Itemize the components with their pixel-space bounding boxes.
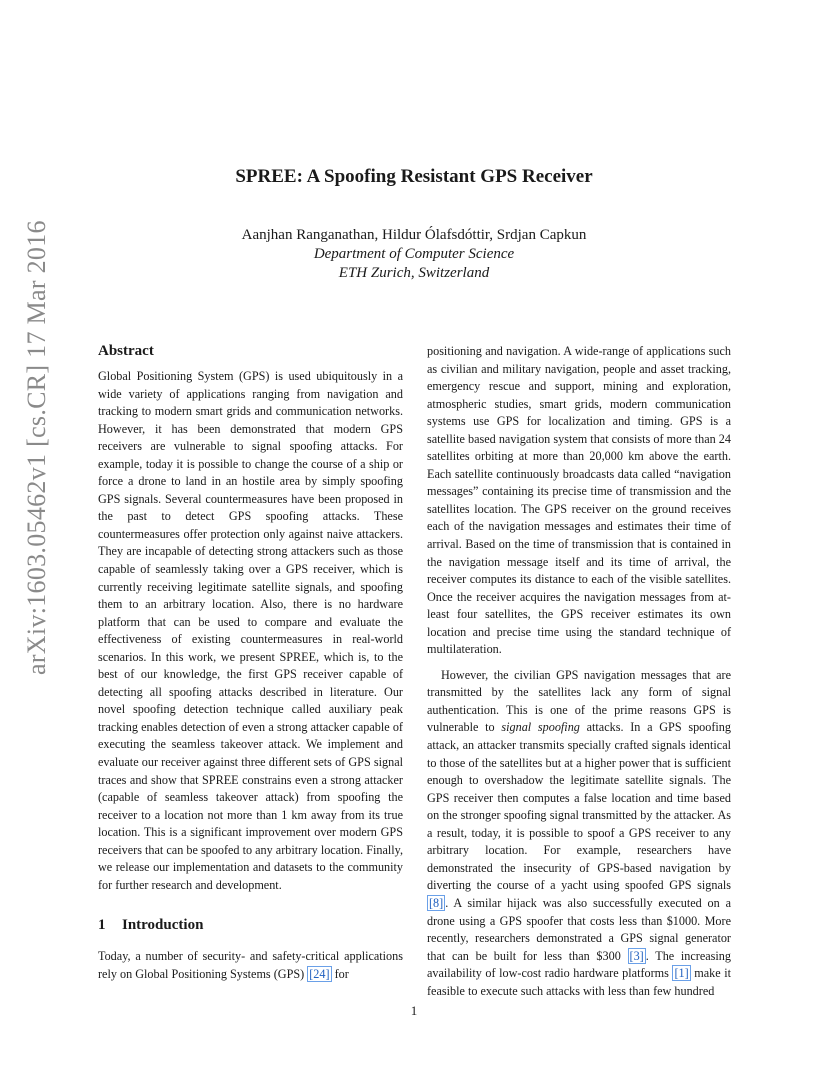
author-department: Department of Computer Science [313, 246, 515, 262]
arxiv-identifier-stamp: arXiv:1603.05462v1 [cs.CR] 17 Mar 2016 [22, 220, 51, 675]
citation-link-1[interactable]: [1] [674, 966, 689, 981]
right-column [427, 343, 731, 1000]
citation-link-24[interactable]: [24] [309, 966, 330, 981]
intro-paragraph-2 [427, 667, 731, 1000]
text-span: . A similar hijack was also successfully executed on a drone using a GPS spoofer that costs less than $1000. More recently, researchers demonstrated a GPS signal generator that can be built for less than $300 [427, 895, 731, 963]
intro-paragraph-1-start [98, 948, 403, 983]
page-number: 1 [410, 1003, 418, 1018]
section-number: 1 [98, 917, 106, 934]
author-names: Aanjhan Ranganathan, Hildur Ólafsdóttir, Srdjan Capkun [241, 227, 587, 243]
emphasis-text: signal spoofing [501, 720, 580, 735]
intro-paragraph-1-continued: positioning and navigation. A wide-range of applications such as civilian and military navigation, people and asset tracking, emergency rescue and support, mining and exploration, atmospheric studies, smart grids, modern communication systems use GPS for localization and timing. GPS is a satellite based navigation system that consists of more than 24 satellites orbiting at more than 20,000 km above the earth. Each satellite continuously broadcasts data called “navigation messages” containing its precise time of transmission and the satellites location. The GPS receiver on the ground receives each of the navigation messages and estimates their time of arrival. Based on the time of transmission that is contained in the navigation message itself and its time of arrival, the receiver computes its distance to each of the visible satellites. Once the receiver acquires the navigation messages from at-least four satellites, the GPS receiver estimates its own location and precise time using the standard technique of multilateration. [427, 344, 731, 657]
text-span: make it feasible to execute such attacks with less than few hundred [427, 966, 731, 998]
text-span: . The increasing availability of low-cost radio hardware platforms [427, 948, 731, 981]
text-span: attacks. In a GPS spoofing attack, an attacker transmits specially crafted signals identical to those of the satellites but at a higher power that is sufficient enough to overshadow the legitimate satellite signals. The GPS receiver then computes a false location and time based on the stronger spoofing signal transmitted by the attacker. As a result, today, it is possible to spoof a GPS receiver to any arbitrary location. For example, researchers have demonstrated the insecurity of GPS-based navigation by diverting the course of a yacht using spoofed GPS signals [427, 720, 731, 893]
paper-title: SPREE: A Spoofing Resistant GPS Receiver [235, 166, 593, 187]
left-column [98, 342, 403, 984]
citation-link-3[interactable]: [3] [629, 948, 644, 963]
text-span: However, the civilian GPS navigation messages that are transmitted by the satellites lack any form of signal authentication. This is one of the prime reasons GPS is vulnerable to [427, 667, 731, 735]
author-block [0, 226, 828, 283]
citation-link-8[interactable]: [8] [429, 895, 444, 910]
section-title: Introduction [122, 917, 204, 934]
abstract-text: Global Positioning System (GPS) is used ubiquitously in a wide variety of applications ranging from navigation and tracking to modern smart grids and communication networks. However, it has been demonstrated that modern GPS receivers are vulnerable to signal spoofing attacks. For example, today it is possible to change the course of a ship or force a drone to land in an hostile area by simply spoofing GPS signals. Several countermeasures have been proposed in the past to detect GPS spoofing attacks. These countermeasures offer protection only against naive attackers. They are incapable of detecting strong attackers such as those capable of seamlessly taking over a GPS receiver, which is currently receiving legitimate satellite signals, and spoofing them to an arbitrary location. Also, there is no hardware platform that can be used to compare and evaluate the effectiveness of existing countermeasures in real-world scenarios. In this work, we present SPREE, which is, to the best of our knowledge, the first GPS receiver capable of detecting all spoofing attacks described in literature. Our novel spoofing detection technique called auxiliary peak tracking enables detection of even a strong attacker capable of executing the seamless takeover attack. We implement and evaluate our receiver against three different sets of GPS signal traces and show that SPREE constrains even a strong attacker (capable of seamless takeover attack) from spoofing the receiver to a location not more than 1 km away from its true location. This is a significant improvement over modern GPS receivers that can be spoofed to any arbitrary location. Finally, we release our implementation and datasets to the community for further research and development. [98, 369, 403, 892]
author-institution: ETH Zurich, Switzerland [338, 265, 490, 281]
abstract-heading: Abstract [98, 343, 154, 359]
text-span: Today, a number of security- and safety-critical applications rely on Global Positioning Systems (GPS) [98, 949, 403, 981]
introduction-heading [98, 916, 403, 935]
text-span: for [331, 966, 349, 981]
